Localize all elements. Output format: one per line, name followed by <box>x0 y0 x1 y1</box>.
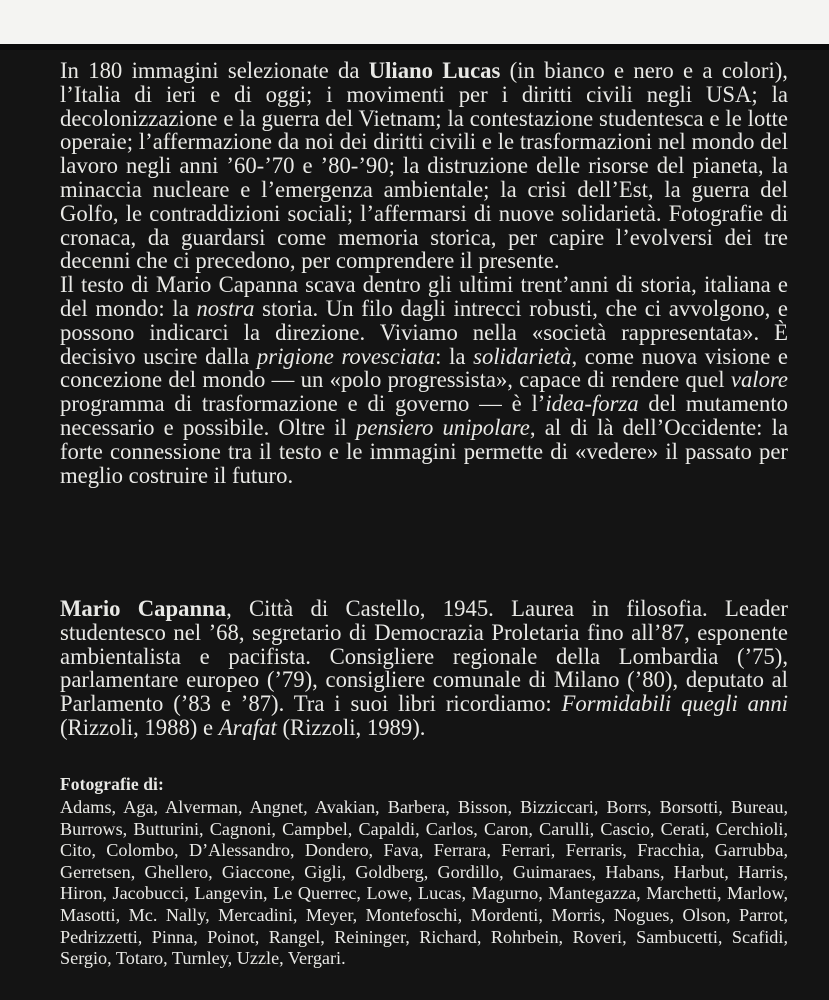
blurb-p1-body: (in bianco e nero e a colori), l’Italia di ieri e di oggi; i movimenti per i diritti civili negli USA; la decolonizzazione e la guerra del Vietnam; la contestazione studentesca e le lotte operaie; l’affermazione da noi dei diritti civili e le trasformazioni nel mondo del lavoro negli anni ’60-’70 e ’80-’90; la distruzione delle risorse del pianeta, la minaccia nucleare e l’emergenza ambientale; la crisi dell’Est, la guerra del Golfo, le contraddizioni sociali; l’affermarsi di nuove solidarietà. Fotografie di cronaca, da guardarsi come memoria storica, per capire l’evolversi dei tre decenni che ci precedono, per comprendere il presente. <box>60 58 788 274</box>
credits-heading: Fotografie di: <box>60 774 164 794</box>
credits-names: Adams, Aga, Alverman, Angnet, Avakian, Barbera, Bisson, Bizziccari, Borrs, Borsotti, Bureau, Burrows, Butturini, Cagnoni, Campbel, Capaldi, Carlos, Caron, Carulli, Cascio, Cerati, Cerchioli, Cito, Colombo, D’Alessandro, Dondero, Fava, Ferrara, Ferrari, Ferraris, Fracchia, Garrubba, Gerretsen, Ghellero, Giaccone, Gigli, Goldberg, Gordillo, Guimaraes, Habans, Harbut, Harris, Hiron, Jacobucci, Langevin, Le Querrec, Lowe, Lucas, Magurno, Mantegazza, Marchetti, Marlow, Masotti, Mc. Nally, Mercadini, Meyer, Montefoschi, Mordenti, Morris, Nogues, Olson, Parrot, Pedrizzetti, Pinna, Poinot, Rangel, Reininger, Richard, Rohrbein, Roveri, Sambucetti, Scafidi, Sergio, Totaro, Turnley, Uzzle, Vergari. <box>60 797 788 969</box>
blurb-p1-intro: In 180 immagini selezionate da <box>60 58 369 83</box>
bio-text-b: (Rizzoli, 1988) e <box>60 714 219 740</box>
blurb-p2-f: del mutamento necessario e possibile. Oltre il <box>60 391 788 440</box>
blurb-section <box>60 59 788 487</box>
author-bio-section <box>60 597 788 740</box>
author-name: Mario Capanna <box>60 596 227 621</box>
italic-prigione: prigione rovesciata <box>256 343 436 369</box>
blurb-p2-b: storia. Un filo dagli intrecci robusti, che ci avvolgono, e possono indicarci la direzione. Viviamo nella «società rappresentata». È decisivo uscire dalla <box>60 295 788 369</box>
top-shadow-edge <box>0 44 829 50</box>
blurb-p2-g: , al di là dell’Occidente: la forte connessione tra il testo e le immagini permette di «vedere» il passato per meglio costruire il futuro. <box>60 414 789 488</box>
blurb-p2-c: : la <box>435 343 474 369</box>
blurb-paragraph-1 <box>60 59 788 273</box>
italic-pensiero: pensiero unipolare <box>356 414 530 440</box>
blurb-paragraph-2 <box>60 273 788 487</box>
blurb-p2-d: , come nuova visione e concezione del mondo — un «polo progressista», capace di rendere quel <box>60 343 789 393</box>
book-title-1: Formidabili quegli anni <box>561 691 788 717</box>
italic-solidarieta: solidarietà <box>473 343 572 369</box>
italic-nostra: nostra <box>196 295 255 321</box>
author-bio-paragraph <box>60 597 788 740</box>
book-title-2: Arafat <box>218 714 277 740</box>
blurb-p2-e: programma di trasformazione e di governo — è l’ <box>60 391 546 417</box>
blurb-p2-a: Il testo di Mario Capanna scava dentro gli ultimi trent’anni di storia, italiana e del mondo: la <box>60 272 788 321</box>
italic-valore: valore <box>730 367 788 393</box>
photographer-name: Uliano Lucas <box>368 58 501 83</box>
bio-text-a: , Città di Castello, 1945. Laurea in filosofia. Leader studentesco nel ’68, segretario di Democrazia Proletaria fino all’87, esponente ambientalista e pacifista. Consigliere regionale della Lombardia (’75), parlamentare europeo (’79), consigliere comunale di Milano (’80), deputato al Parlamento (’83 e ’87). Tra i suoi libri ricordiamo: <box>60 596 788 717</box>
photo-credits-section <box>60 774 788 970</box>
bio-text-c: (Rizzoli, 1989). <box>276 714 426 740</box>
italic-idea-forza: idea-forza <box>545 391 639 417</box>
top-paper-strip <box>0 0 829 44</box>
